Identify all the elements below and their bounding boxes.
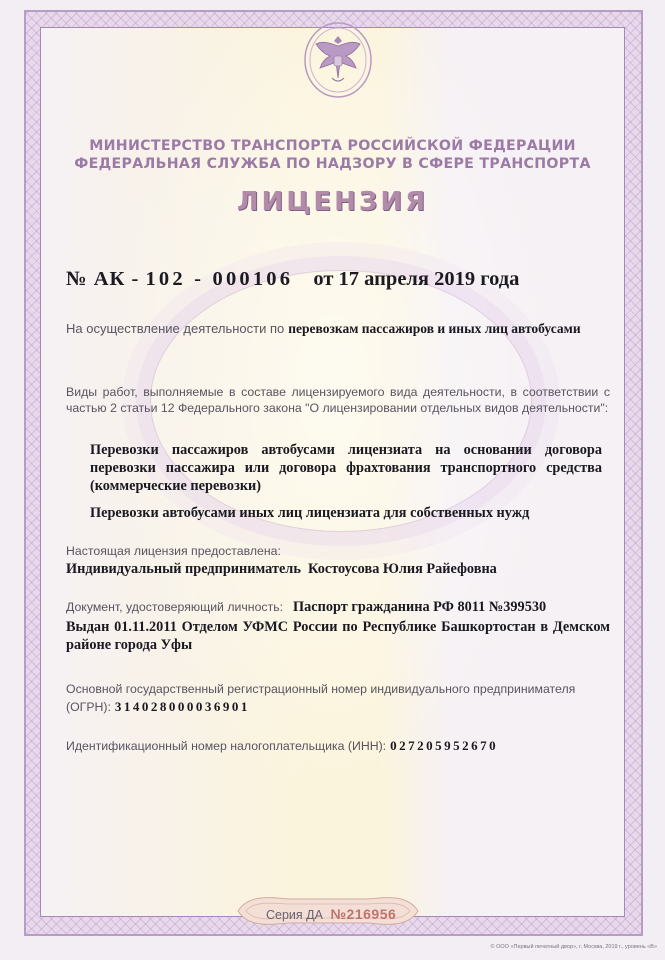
holder-value: Индивидуальный предприниматель Костоусова Юлия Райефовна xyxy=(66,561,497,577)
coat-of-arms-emblem xyxy=(302,20,374,100)
activity-section xyxy=(66,320,610,343)
document-value-rest: Выдан 01.11.2011 Отделом УФМС России по Республике Башкортостан в Демском районе города Уфы xyxy=(66,619,610,653)
document-label: Документ, удостоверяющий личность: xyxy=(66,600,284,614)
inn-value: 027205952670 xyxy=(390,738,499,753)
activity-label: На осуществление деятельности по xyxy=(66,321,285,336)
series-label: Серия ДА xyxy=(266,908,323,922)
license-number-line xyxy=(66,268,519,291)
printer-imprint: © ООО «Первый печатный двор», г. Москва, 2019 г., уровень «В» xyxy=(490,944,657,950)
series-number: №216956 xyxy=(330,906,397,922)
inn-label: Идентификационный номер налогоплательщика (ИНН): xyxy=(66,739,387,753)
service-heading: ФЕДЕРАЛЬНАЯ СЛУЖБА ПО НАДЗОРУ В СФЕРЕ ТРАНСПОРТА xyxy=(74,156,591,172)
inn-section xyxy=(66,737,610,755)
holder-label: Настоящая лицензия предоставлена: xyxy=(66,544,281,558)
series-label-line xyxy=(266,906,396,922)
activity-value: перевозкам пассажиров и иных лиц автобусами xyxy=(288,321,581,336)
license-number: 102 - 000106 xyxy=(145,268,294,290)
license-date: от 17 апреля 2019 года xyxy=(313,268,520,290)
works-item-2: Перевозки автобусами иных лиц лицензиата для собственных нужд xyxy=(90,505,530,521)
document-value-line1: Паспорт гражданина РФ 8011 №399530 xyxy=(293,599,547,615)
ogrn-section xyxy=(66,680,610,716)
ogrn-label: Основной государственный регистрационный номер индивидуального предпринимателя (ОГРН): xyxy=(66,682,576,714)
ministry-heading: МИНИСТЕРСТВО ТРАНСПОРТА РОССИЙСКОЙ ФЕДЕРАЦИИ xyxy=(89,138,576,154)
license-number-prefix: № АК - xyxy=(66,268,140,290)
document-title: ЛИЦЕНЗИЯ xyxy=(236,187,429,217)
ogrn-value: 314028000036901 xyxy=(114,699,250,714)
works-label: Виды работ, выполняемые в составе лицензируемого вида деятельности, в соответствии с частью 2 статьи 12 Федерального закона "О лицензировании отдельных видов деятельности": xyxy=(66,385,610,415)
document-section xyxy=(66,598,610,654)
works-item-1: Перевозки пассажиров автобусами лицензиата на основании договора перевозки пассажира или договора фрахтования транспортного средства (коммерческие перевозки) xyxy=(90,442,602,494)
